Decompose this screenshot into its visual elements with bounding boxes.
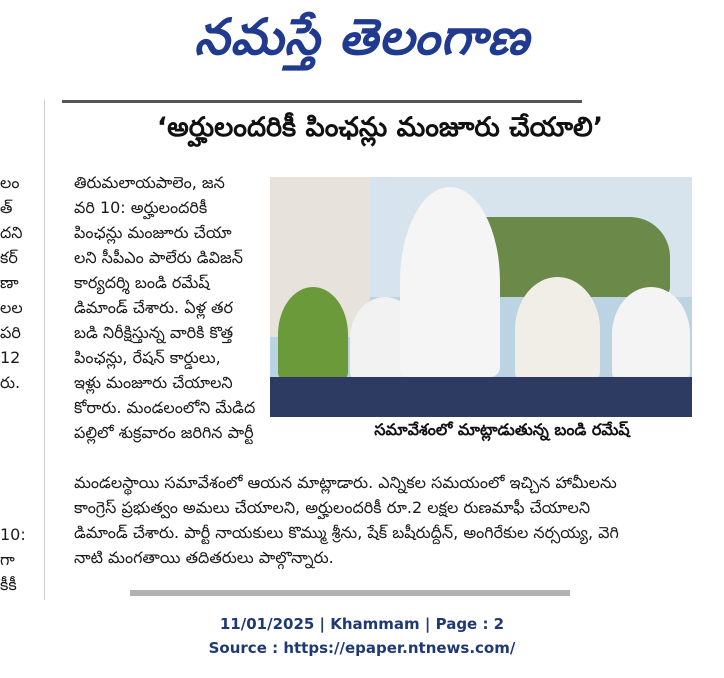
fragment-line: లం <box>0 173 20 192</box>
body-line: తిరుమలాయపాలెం, జన <box>74 173 225 192</box>
person-seated-center <box>515 277 600 382</box>
cropped-next-article <box>130 590 570 606</box>
fragment-line: కర్ <box>0 248 18 267</box>
fragment-line: పరి <box>0 323 21 342</box>
person-seated-right <box>612 287 690 382</box>
source-footer <box>0 612 724 660</box>
masthead <box>0 0 724 86</box>
body-line: నాటి మంగతాయి తదితరులు పాల్గొన్నారు. <box>74 548 334 567</box>
photo-caption: సమావేశంలో మాట్లాడుతున్న బండి రమేష్ <box>374 420 630 439</box>
fragment-line: 10: <box>0 525 26 544</box>
article-headline: ‘అర్హులందరికీ పింఛన్లు మంజూరు చేయాలి’ <box>156 112 604 143</box>
article-photo <box>270 177 692 417</box>
body-line: పింఛన్లు, రేషన్ కార్డులు, <box>74 348 221 367</box>
fragment-line: గా <box>0 550 15 569</box>
photo-table <box>270 377 692 417</box>
body-line: డిమాండ్ చేశారు. ఏళ్ల తర <box>74 298 233 317</box>
body-line: ఇళ్లు మంజూరు చేయాలని <box>74 373 233 392</box>
body-line: పింఛన్లు మంజూరు చేయా <box>74 223 232 242</box>
article-body-column <box>74 170 270 445</box>
newspaper-title: నమస్తే తెలంగాణ <box>194 7 530 66</box>
body-line: లని సీపీఎం పాలేరు డివిజన్ <box>74 248 243 267</box>
column-divider <box>44 100 45 600</box>
body-line: బడి నిరీక్షిస్తున్న వారికి కొత్త <box>74 323 234 342</box>
fragment-line: దని <box>0 223 23 242</box>
body-line: వరి 10: అర్హులందరికీ <box>74 198 208 217</box>
body-line: డిమాండ్ చేశారు. పార్టీ నాయకులు కొమ్ము శ్రీను, షేక్ బషీరుద్దీన్, అంగిరేకుల నర్సయ్య, వెగి <box>74 523 619 542</box>
footer-date-line: 11/01/2025 | Khammam | Page : 2 <box>219 615 505 633</box>
body-line: కాంగ్రెస్ ప్రభుత్వం అమలు చేయాలని, అర్హులందరికీ రూ.2 లక్షల రుణమాఫీ చేయాలని <box>74 498 591 517</box>
person-woman <box>278 287 348 382</box>
fragment-line: లల <box>0 298 23 317</box>
fragment-line: ణా <box>0 273 19 292</box>
body-line: కోరారు. మండలంలోని మేడిద <box>74 398 256 417</box>
body-line: మండలస్థాయి సమావేశంలో ఆయన మాట్లాడారు. ఎన్నికల సమయంలో ఇచ్చిన హామీలను <box>74 473 617 492</box>
fragment-line: రు. <box>0 373 21 392</box>
left-column-fragment-upper <box>0 170 28 395</box>
cropped-previous-article <box>62 92 582 106</box>
body-line: పల్లిలో శుక్రవారం జరిగిన పార్టీ <box>74 423 254 442</box>
person-speaker <box>400 187 500 377</box>
left-column-fragment-lower <box>0 522 28 597</box>
fragment-line: త్ <box>0 198 13 217</box>
footer-source-link[interactable]: Source : https://epaper.ntnews.com/ <box>208 639 516 657</box>
fragment-line: కీకీ <box>0 575 17 594</box>
body-line: కార్యదర్శి బండి రమేష్ <box>74 273 210 292</box>
fragment-line: 12 <box>0 348 21 367</box>
article-body-full <box>74 470 694 570</box>
